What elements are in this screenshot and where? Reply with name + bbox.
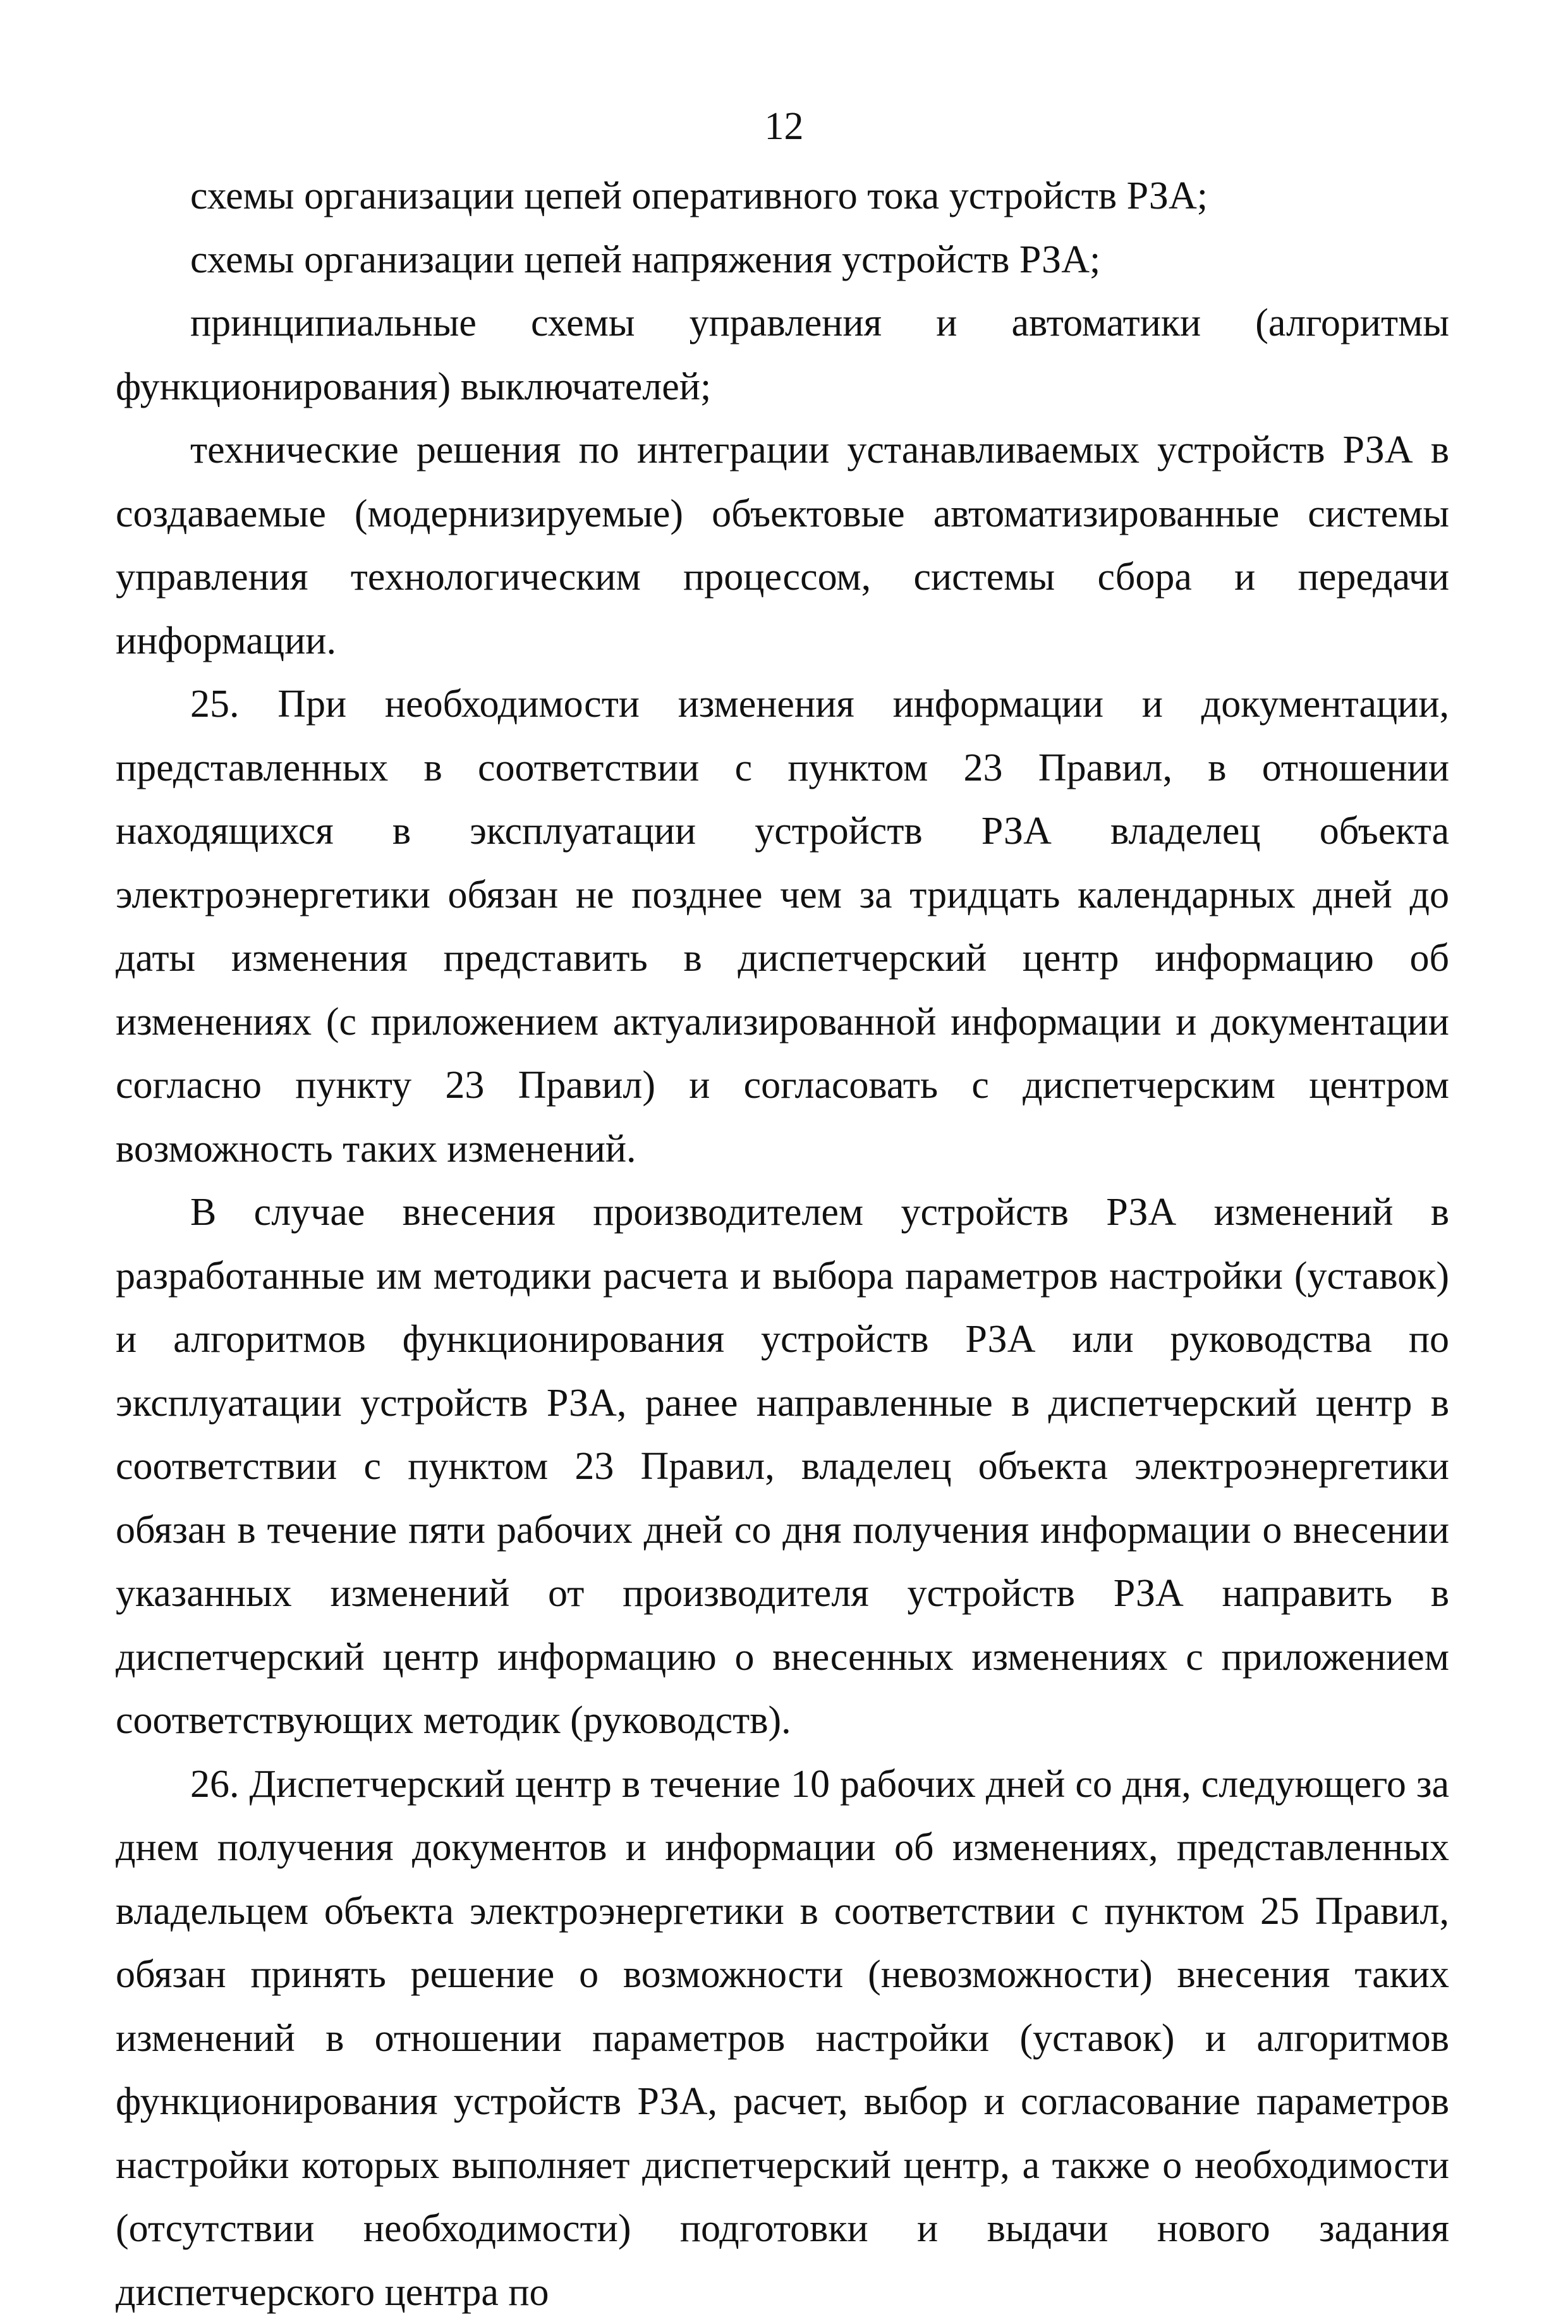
document-body xyxy=(116,164,1449,2324)
paragraph-item: схемы организации цепей напряжения устройств РЗА; xyxy=(116,228,1449,292)
paragraph-item-26: 26. Диспетчерский центр в течение 10 рабочих дней со дня, следующего за днем получения документов и информации об изменениях, представленных владельцем объекта электроэнергетики в соответствии с пунктом 25 Правил, обязан принять решение о возможности (невозможности) внесения таких изменений в отношении параметров настройки (уставок) и алгоритмов функционирования устройств РЗА, расчет, выбор и согласование параметров настройки которых выполняет диспетчерский центр, а также о необходимости (отсутствии необходимости) подготовки и выдачи нового задания диспетчерского центра по xyxy=(116,1753,1449,2324)
paragraph-item: технические решения по интеграции устанавливаемых устройств РЗА в создаваемые (модернизируемые) объектовые автоматизированные системы управления технологическим процессом, системы сбора и передачи информации. xyxy=(116,418,1449,672)
page-number: 12 xyxy=(0,101,1568,152)
paragraph-item: схемы организации цепей оперативного тока устройств РЗА; xyxy=(116,164,1449,228)
paragraph-item: В случае внесения производителем устройств РЗА изменений в разработанные им методики расчета и выбора параметров настройки (уставок) и алгоритмов функционирования устройств РЗА или руководства по эксплуатации устройств РЗА, ранее направленные в диспетчерский центр в соответствии с пунктом 23 Правил, владелец объекта электроэнергетики обязан в течение пяти рабочих дней со дня получения информации о внесении указанных изменений от производителя устройств РЗА направить в диспетчерский центр информацию о внесенных изменениях с приложением соответствующих методик (руководств). xyxy=(116,1181,1449,1753)
paragraph-item-25: 25. При необходимости изменения информации и документации, представленных в соответствии с пунктом 23 Правил, в отношении находящихся в эксплуатации устройств РЗА владелец объекта электроэнергетики обязан не позднее чем за тридцать календарных дней до даты изменения представить в диспетчерский центр информацию об изменениях (с приложением актуализированной информации и документации согласно пункту 23 Правил) и согласовать с диспетчерским центром возможность таких изменений. xyxy=(116,672,1449,1181)
paragraph-item: принципиальные схемы управления и автоматики (алгоритмы функционирования) выключателей; xyxy=(116,291,1449,418)
